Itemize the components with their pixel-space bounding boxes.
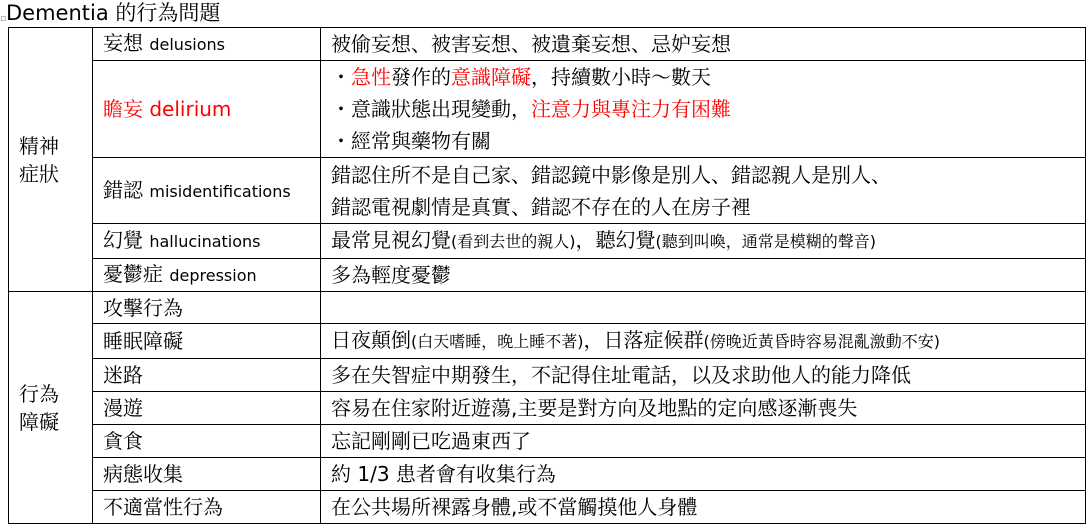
- desc-depression: 多為輕度憂鬱: [321, 259, 1086, 292]
- desc-misidentifications: [321, 158, 1086, 224]
- category-psychiatric: [9, 28, 93, 292]
- desc-note: (傍晚近黃昏時容易混亂激動不安): [703, 332, 940, 351]
- table-row: [9, 324, 1086, 359]
- term-aggression: 攻擊行為: [93, 292, 321, 324]
- desc-sleep-disorder: [321, 324, 1086, 359]
- term-zh: 妄想: [103, 31, 143, 55]
- desc-inappropriate-sexual-behavior: 在公共場所裸露身體,或不當觸摸他人身體: [321, 491, 1086, 524]
- table-row: [9, 425, 1086, 458]
- desc-text: 最常見視幻覺: [331, 228, 451, 252]
- bullet-text: ・經常與藥物有關: [331, 129, 491, 153]
- table-row: [9, 61, 1086, 158]
- term-depression: [93, 259, 321, 292]
- emphasis-text: 意識障礙: [451, 65, 531, 89]
- desc-getting-lost: 多在失智症中期發生，不記得住址電話，以及求助他人的能力降低: [321, 359, 1086, 392]
- category-label-line: 精神: [19, 133, 59, 158]
- dementia-behavior-table: [8, 27, 1086, 524]
- desc-note: (聽到叫喚，通常是模糊的聲音): [655, 232, 876, 251]
- desc-note: (看到去世的親人): [451, 232, 576, 251]
- term-wandering: 漫遊: [93, 392, 321, 425]
- term-en: delusions: [149, 35, 225, 54]
- table-row: [9, 392, 1086, 425]
- table-row: [9, 458, 1086, 491]
- emphasis-text: 注意力與專注力有困難: [531, 97, 731, 121]
- term-hallucinations: [93, 224, 321, 259]
- desc-hoarding: 約 1/3 患者會有收集行為: [321, 458, 1086, 491]
- table-row: [9, 28, 1086, 61]
- desc-delirium: [321, 61, 1086, 158]
- page-title: Dementia 的行為問題: [6, 1, 221, 25]
- bullet-text: ・: [331, 65, 351, 89]
- term-zh: 幻覺: [103, 228, 143, 252]
- category-label-line: 障礙: [19, 409, 59, 434]
- category-label-line: 行為: [19, 381, 59, 406]
- table-row: [9, 491, 1086, 524]
- term-hoarding: 病態收集: [93, 458, 321, 491]
- table-row: [9, 259, 1086, 292]
- category-behavioral: [9, 292, 93, 524]
- term-en: depression: [169, 266, 257, 285]
- table-row: [9, 292, 1086, 324]
- term-zh: 憂鬱症: [103, 262, 163, 286]
- term-delirium: 瞻妄 delirium: [93, 61, 321, 158]
- desc-hyperphagia: 忘記剛剛已吃過東西了: [321, 425, 1086, 458]
- table-row: [9, 224, 1086, 259]
- bullet-text: 發作的: [391, 65, 451, 89]
- category-label-line: 症狀: [19, 161, 59, 186]
- emphasis-text: 急性: [351, 65, 391, 89]
- table-row: [9, 359, 1086, 392]
- term-delusions: [93, 28, 321, 61]
- desc-aggression: [321, 292, 1086, 324]
- desc-text: ，日落症候群: [583, 328, 704, 352]
- term-inappropriate-sexual-behavior: 不適當性行為: [93, 491, 321, 524]
- term-en: hallucinations: [149, 232, 261, 251]
- desc-line: 錯認住所不是自己家、錯認鏡中影像是別人、錯認親人是別人、: [331, 162, 891, 187]
- delirium-bullet: [331, 125, 1085, 157]
- term-hyperphagia: 貪食: [93, 425, 321, 458]
- desc-line: 錯認電視劇情是真實、錯認不存在的人在房子裡: [331, 194, 751, 219]
- desc-delusions: 被偷妄想、被害妄想、被遺棄妄想、忌妒妄想: [321, 28, 1086, 61]
- desc-hallucinations: [321, 224, 1086, 259]
- table-row: [9, 158, 1086, 224]
- desc-text: 日夜顛倒: [331, 328, 411, 352]
- term-en: misidentifications: [149, 181, 291, 201]
- desc-text: ，聽幻覺: [575, 228, 656, 252]
- term-misidentifications: [93, 158, 321, 224]
- term-sleep-disorder: 睡眠障礙: [93, 324, 321, 359]
- delirium-bullet: [331, 61, 1085, 93]
- term-getting-lost: 迷路: [93, 359, 321, 392]
- term-zh: 錯認: [103, 177, 143, 202]
- corner-marker: ▫: [0, 14, 7, 24]
- desc-wandering: 容易在住家附近遊蕩,主要是對方向及地點的定向感逐漸喪失: [321, 392, 1086, 425]
- delirium-bullet: [331, 93, 1085, 125]
- bullet-text: ，持續數小時～數天: [531, 65, 711, 89]
- bullet-text: ・意識狀態出現變動，: [331, 97, 531, 121]
- desc-note: (白天嗜睡，晚上睡不著): [411, 332, 584, 351]
